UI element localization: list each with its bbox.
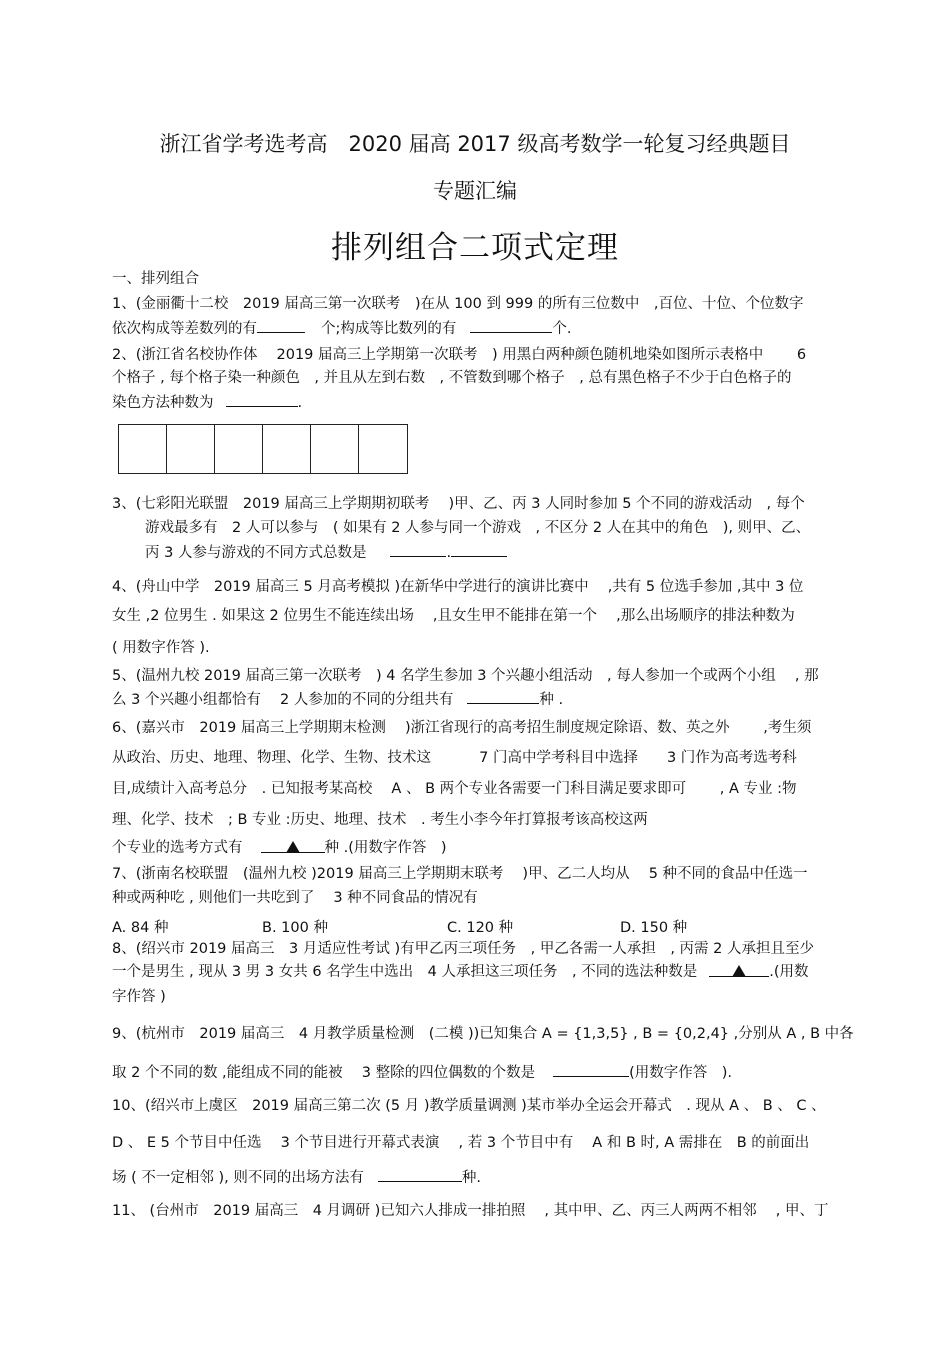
color-grid xyxy=(118,424,408,474)
main-title: 排列组合二项式定理 xyxy=(331,230,619,266)
q10-line3: 场 ( 不一定相邻 ), 则不同的出场方法有 种. xyxy=(112,1167,481,1188)
q3-line1: 3、(七彩阳光联盟 2019 届高三上学期期初联考 )甲、乙、丙 3 人同时参加 5 个不同的游戏活动 , 每个 xyxy=(112,496,805,512)
q2-line3: 染色方法种数为 . xyxy=(112,392,302,413)
q10-line2: D 、 E 5 个节目中任选 3 个节目进行开幕式表演 , 若 3 个节目中有 A 和 B 时, A 需排在 B 的前面出 xyxy=(112,1135,810,1151)
grid-cell xyxy=(311,425,359,473)
document-title-line1: 浙江省学考选考高 2020 届高 2017 级高考数学一轮复习经典题目 xyxy=(159,132,791,156)
q8-line3: 字作答 ) xyxy=(112,989,166,1005)
q4-line3: ( 用数字作答 ). xyxy=(112,640,210,656)
grid-cell xyxy=(263,425,311,473)
q1-line1: 1、(金丽衢十二校 2019 届高三第一次联考 )在从 100 到 999 的所有三位数中 ,百位、十位、个位数字 xyxy=(112,296,804,312)
q6-line3: 目,成绩计入高考总分 . 已知报考某高校 A 、 B 两个专业各需要一门科目满足要求即可 , A 专业 :物 xyxy=(112,781,797,797)
q8-line1: 8、(绍兴市 2019 届高三 3 月适应性考试 )有甲乙丙三项任务 , 甲乙各需一人承担 , 丙需 2 人承担且至少 xyxy=(112,941,814,957)
q3-line2: 游戏最多有 2 人可以参与 ( 如果有 2 人参与同一个游戏 , 不区分 2 人在其中的角色 ), 则甲、乙、 xyxy=(145,520,811,536)
q4-line2: 女生 ,2 位男生 . 如果这 2 位男生不能连续出场 ,且女生甲不能排在第一个 ,那么出场顺序的排法种数为 xyxy=(112,608,795,624)
q9-line2: 取 2 个不同的数 ,能组成不同的能被 3 整除的四位偶数的个数是 (用数字作答 ). xyxy=(112,1062,732,1083)
q7-option-b: B. 100 种 xyxy=(262,920,328,936)
document-title-line2: 专题汇编 xyxy=(433,179,517,203)
q6-line1: 6、(嘉兴市 2019 届高三上学期期末检测 )浙江省现行的高考招生制度规定除语、数、英之外 ,考生须 xyxy=(112,720,812,736)
q2-line2: 个格子 , 每个格子染一种颜色 , 并且从左到右数 , 不管数到哪个格子 , 总有黑色格子不少于白色格子的 xyxy=(112,370,792,386)
grid-cell xyxy=(215,425,263,473)
grid-cell xyxy=(119,425,167,473)
q3-line3: 丙 3 人参与游戏的不同方式总数是 . xyxy=(145,542,507,563)
q11-line1: 11、 (台州市 2019 届高三 4 月调研 )已知六人排成一排拍照 , 其中甲、乙、丙三人两两不相邻 , 甲、丁 xyxy=(112,1203,829,1219)
q5-line1: 5、(温州九校 2019 届高三第一次联考 ) 4 名学生参加 3 个兴趣小组活动 , 每人参加一个或两个小组 , 那 xyxy=(112,668,819,684)
section-heading: 一、排列组合 xyxy=(112,271,199,287)
triangle-marker-icon xyxy=(286,841,300,853)
q1-line2: 依次构成等差数列的有 个;构成等比数列的有 个. xyxy=(112,318,572,339)
grid-cell xyxy=(359,425,407,473)
q4-line1: 4、(舟山中学 2019 届高三 5 月高考模拟 )在新华中学进行的演讲比赛中 ,共有 5 位选手参加 ,其中 3 位 xyxy=(112,579,804,595)
q6-line2: 从政治、历史、地理、物理、化学、生物、技术这 7 门高中学考科目中选择 3 门作为高考选考科 xyxy=(112,750,797,766)
q6-line4: 理、化学、技术 ; B 专业 :历史、地理、技术 . 考生小李今年打算报考该高校这两 xyxy=(112,812,648,828)
q7-line2: 种或两种吃 , 则他们一共吃到了 3 种不同食品的情况有 xyxy=(112,890,478,906)
q5-line2: 么 3 个兴趣小组都恰有 2 人参加的不同的分组共有 种 . xyxy=(112,689,563,710)
triangle-marker-icon xyxy=(732,965,746,977)
q8-line2: 一个是男生 , 现从 3 男 3 女共 6 名学生中选出 4 人承担这三项任务 , 不同的选法种数是 .(用数 xyxy=(112,964,809,980)
q9-line1: 9、(杭州市 2019 届高三 4 月教学质量检测 (二模 ))已知集合 A = {1,3,5} , B = {0,2,4} ,分别从 A , B 中各 xyxy=(112,1026,854,1042)
q2-line1: 2、(浙江省名校协作体 2019 届高三上学期第一次联考 ) 用黑白两种颜色随机地染如图所示表格中 6 xyxy=(112,347,807,363)
q7-option-a: A. 84 种 xyxy=(112,920,169,936)
q7-line1: 7、(浙南名校联盟 (温州九校 )2019 届高三上学期期末联考 )甲、乙二人均从 5 种不同的食品中任选一 xyxy=(112,866,808,882)
q6-line5: 个专业的选考方式有 种 .(用数字作答 ) xyxy=(112,840,447,856)
q7-option-d: D. 150 种 xyxy=(620,920,688,936)
q7-option-c: C. 120 种 xyxy=(447,920,514,936)
grid-cell xyxy=(167,425,215,473)
q10-line1: 10、(绍兴市上虞区 2019 届高三第二次 (5 月 )教学质量调测 )某市举办全运会开幕式 . 现从 A 、 B 、 C 、 xyxy=(112,1098,826,1114)
